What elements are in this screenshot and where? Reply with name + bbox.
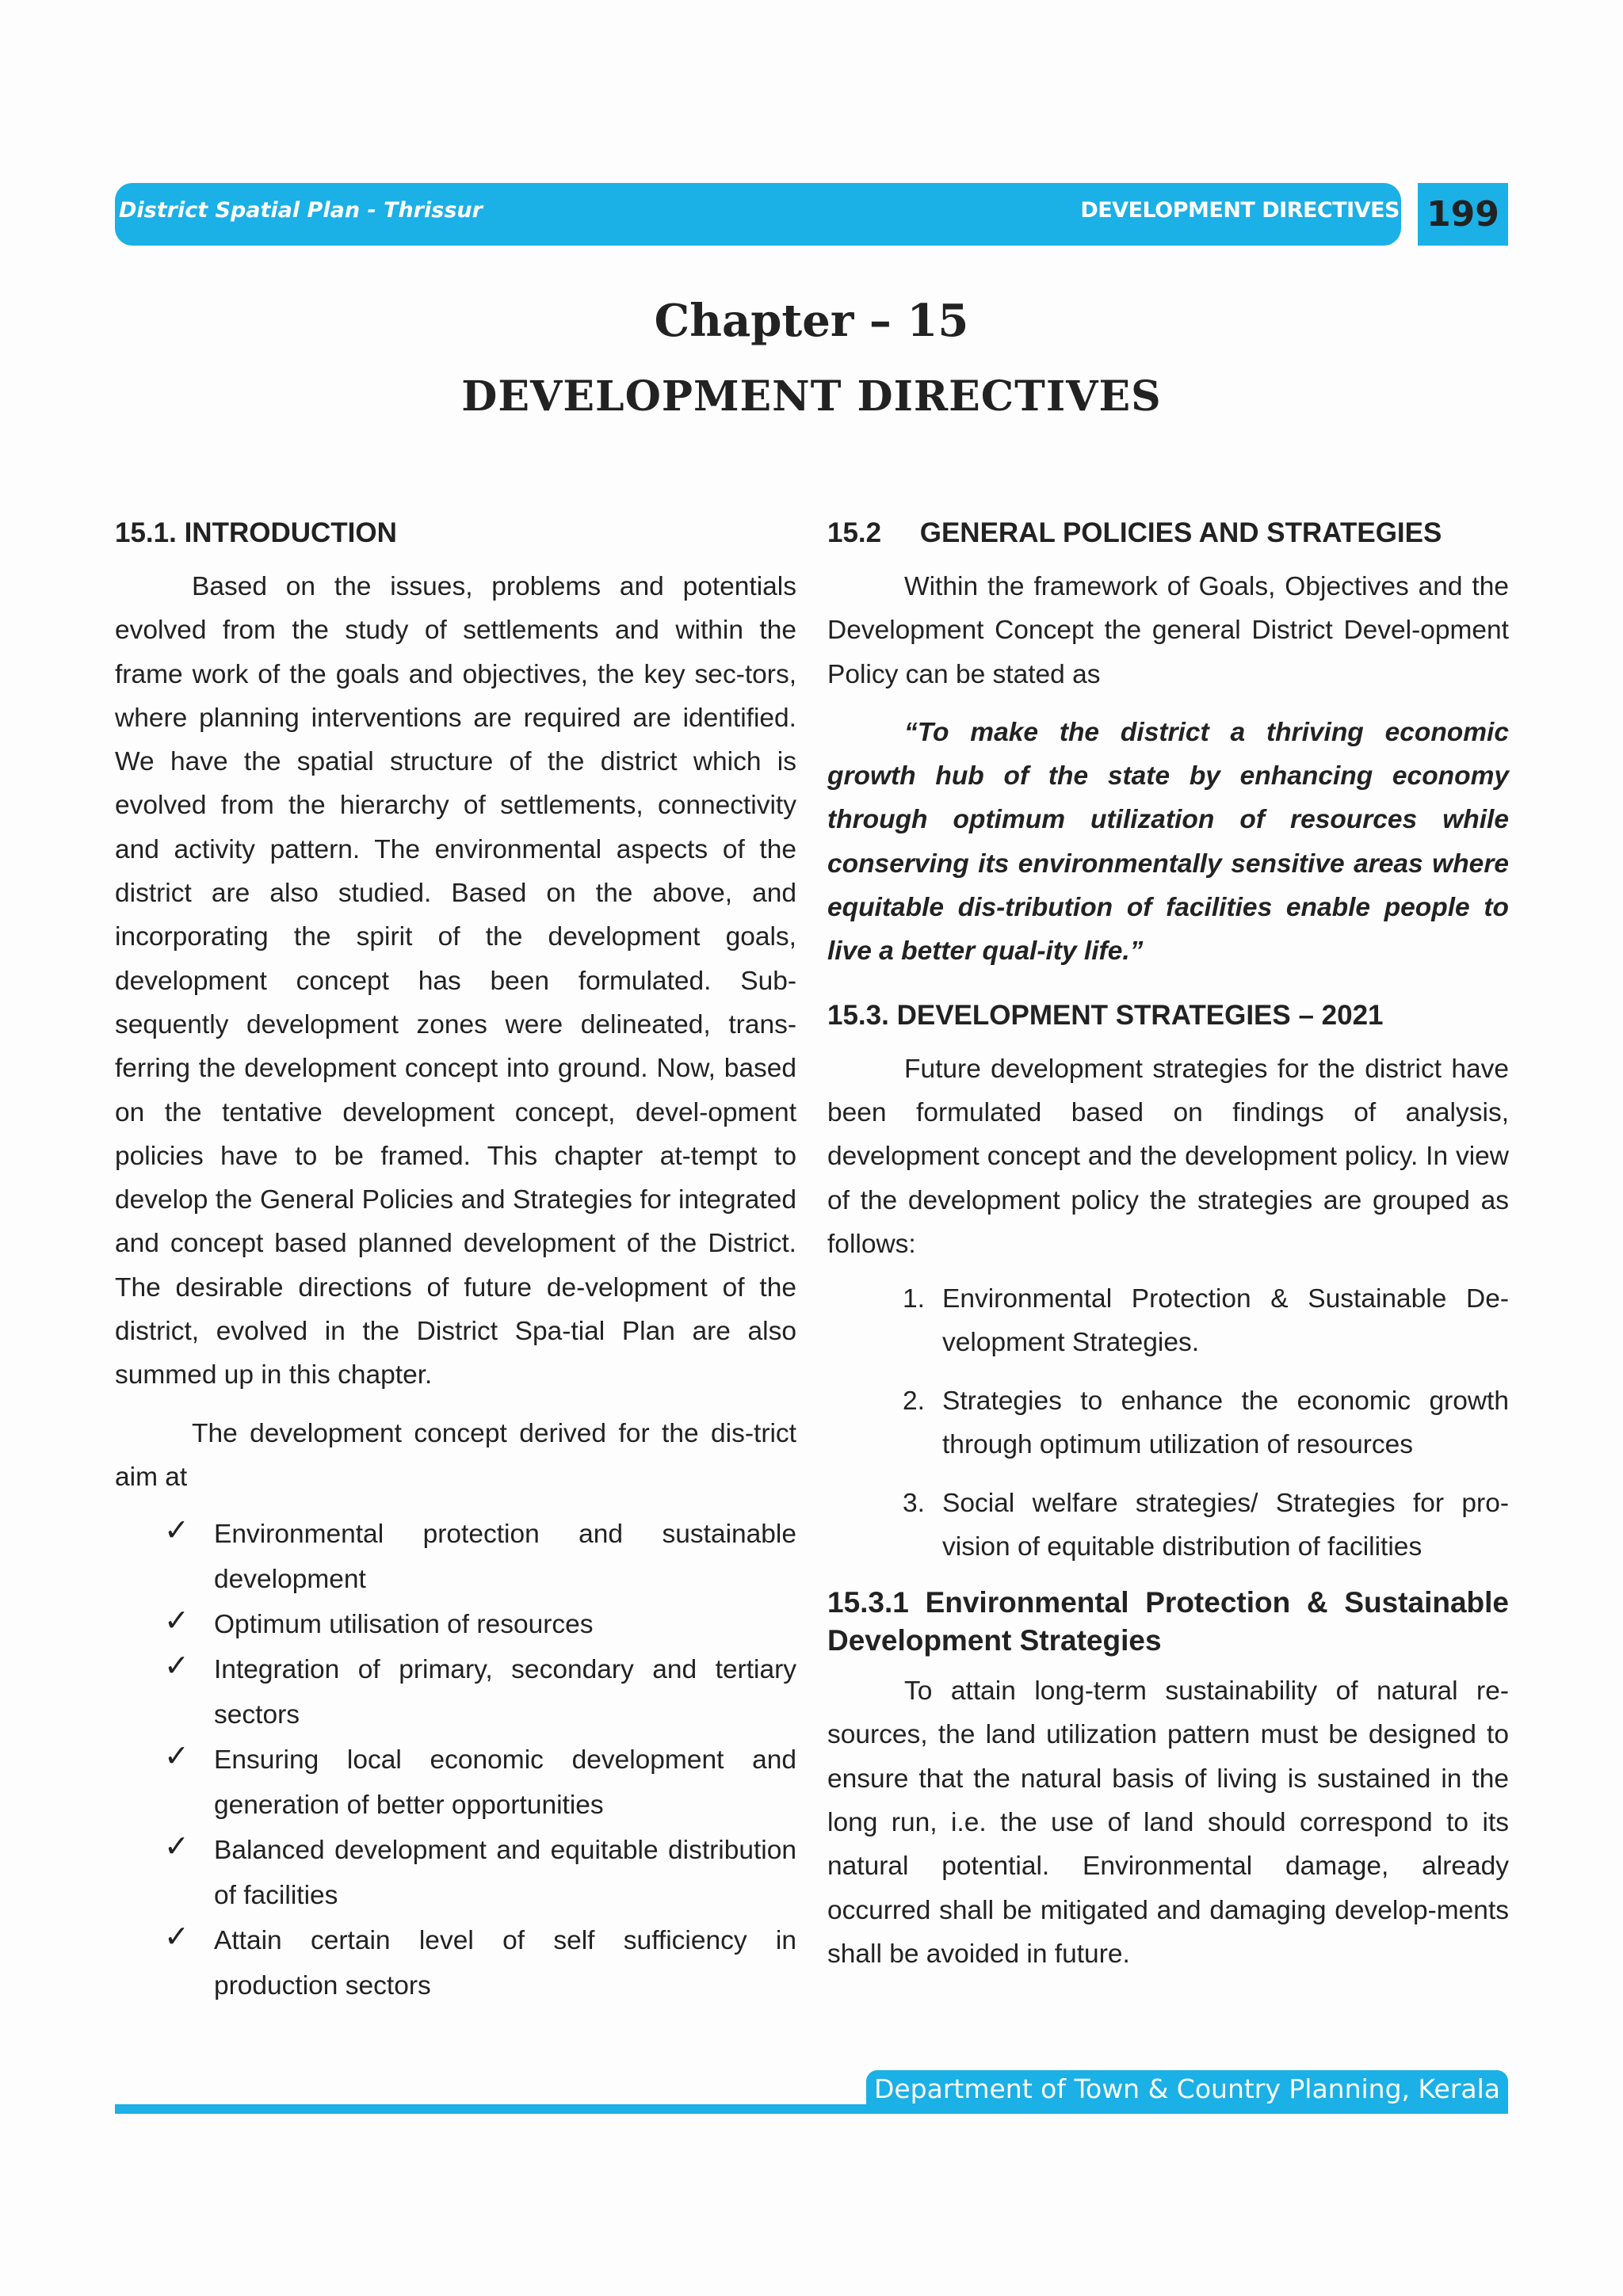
policy-quote: “To make the district a thriving economic growth hub of the state by enhancing economy through optimum utilization of resources while conserving its environmentally sensitive areas where equitable dis-tribution of facilities enable people to live a better qual-ity life.” <box>827 717 1509 967</box>
chapter-subtitle: DEVELOPMENT DIRECTIVES <box>461 372 1162 421</box>
section-heading-introduction: 15.1. INTRODUCTION <box>115 517 397 548</box>
concept-paragraph: The development concept derived for the dis-trict aim at <box>115 1418 796 1492</box>
right-column <box>827 507 1509 1976</box>
left-column <box>115 507 796 2008</box>
list-item: 2. Strategies to enhance the economic growth through optimum utilization of resources <box>903 1386 1509 1460</box>
checkmark-icon: ✓ <box>164 1740 189 1774</box>
running-header-left: District Spatial Plan - Thrissur <box>119 198 483 223</box>
list-item: 1. Environmental Protection & Sustainable De-velopment Strategies. <box>903 1284 1509 1358</box>
checklist-item: ✓ Integration of primary, secondary and tertiary sectors <box>115 1647 796 1737</box>
checklist-item: ✓ Attain certain level of self sufficiency in production sectors <box>115 1918 796 2008</box>
section-heading-strategies: 15.3. DEVELOPMENT STRATEGIES – 2021 <box>827 999 1384 1031</box>
subsection-heading-environmental: 15.3.1 Environmental Protection & Sustainable Development Strategies <box>827 1586 1509 1657</box>
checkmark-icon: ✓ <box>164 1920 189 1955</box>
checkmark-icon: ✓ <box>164 1604 189 1638</box>
strategies-paragraph: Future development strategies for the district have been formulated based on findings of analysis, development concept and the development policy. In view of the development policy the strategies are grouped as follows: <box>827 1054 1509 1259</box>
section-heading-general-policies: 15.2 GENERAL POLICIES AND STRATEGIES <box>827 517 1442 548</box>
checklist-item: ✓ Balanced development and equitable distribution of facilities <box>115 1828 796 1918</box>
policy-intro-paragraph: Within the framework of Goals, Objectives and the Development Concept the general District Devel-opment Policy can be stated as <box>827 572 1509 689</box>
aims-checklist <box>115 1512 796 2008</box>
running-header-right: DEVELOPMENT DIRECTIVES <box>1080 198 1400 223</box>
footer-text: Department of Town & Country Planning, Kerala <box>873 2073 1501 2104</box>
checklist-item: ✓ Ensuring local economic development and generation of better opportunities <box>115 1737 796 1828</box>
checklist-item: ✓ Optimum utilisation of resources <box>115 1602 796 1647</box>
chapter-title: Chapter – 15 <box>654 295 969 347</box>
checkmark-icon: ✓ <box>164 1650 189 1684</box>
list-item: 3. Social welfare strategies/ Strategies for pro-vision of equitable distribution of facilities <box>903 1489 1509 1562</box>
checklist-item: ✓ Environmental protection and sustainable development <box>115 1512 796 1602</box>
strategies-list <box>827 1277 1509 1569</box>
intro-paragraph: Based on the issues, problems and potentials evolved from the study of settlements and within the frame work of the goals and objectives, the key sec-tors, where planning interventions are required are identified. We have the spatial structure of the district which is evolved from the hierarchy of settlements, connectivity and activity pattern. The environmental aspects of the district are also studied. Based on the above, and incorporating the spirit of the development goals, development concept has been formulated. Sub-sequently development zones were delineated, trans-ferring the development concept into ground. Now, based on the tentative development concept, devel-opment policies have to be framed. This chapter at-tempt to develop the General Policies and Strategies for integrated and concept based planned development of the District. The desirable directions of future de-velopment of the district, evolved in the District Spa-tial Plan are also summed up in this chapter. <box>115 572 796 1390</box>
environmental-paragraph: To attain long-term sustainability of natural re-sources, the land utilization pattern must be designed to ensure that the natural basis of living is sustained in the long run, i.e. the use of land should correspond to its natural potential. Environmental damage, already occurred shall be mitigated and damaging develop-ments shall be avoided in future. <box>827 1676 1509 1969</box>
page-number: 199 <box>1418 183 1508 246</box>
checkmark-icon: ✓ <box>164 1514 189 1548</box>
checkmark-icon: ✓ <box>164 1830 189 1864</box>
